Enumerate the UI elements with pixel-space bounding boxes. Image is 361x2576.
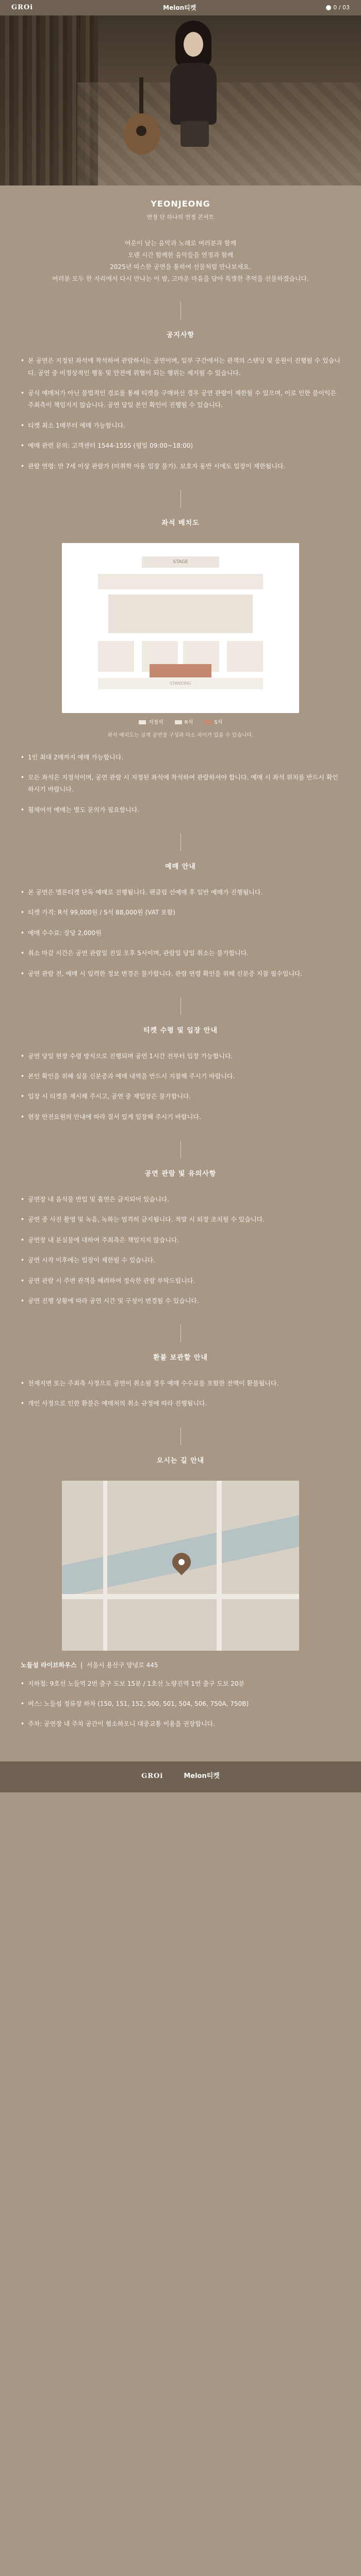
notice-item: • 본 공연은 지정된 좌석에 착석하여 관람하시는 공연이며, 일부 구간에서는 관객의 스탠딩 및 응원이 진행될 수 있습니다. 공연 중 비정상적인 행동 및 안전에 위협이 되는 행위는 제지될 수 있습니다. xyxy=(21,355,340,379)
rules-item: • 공연 진행 상황에 따라 공연 시간 및 구성이 변경될 수 있습니다. xyxy=(21,1295,340,1307)
footer-bar xyxy=(0,1761,361,1792)
direction-item: • 지하철: 9호선 노들역 2번 출구 도보 15분 / 1호선 노량진역 1번 출구 도보 20분 xyxy=(21,1678,340,1690)
ticketing-item: • 공연 관람 전, 예매 시 입력한 정보 변경은 불가합니다. 관람 연령 확인을 위해 신분증 지참 필수입니다. xyxy=(21,968,340,980)
section-title: 공지사항 xyxy=(166,331,195,340)
entry-item: • 현장 안전요원의 안내에 따라 질서 있게 입장해 주시기 바랍니다. xyxy=(21,1111,340,1123)
seat-zone-highlight xyxy=(150,664,211,677)
notice-item: • 공식 예매처가 아닌 불법적인 경로를 통해 티켓을 구매하신 경우 공연 관람이 제한될 수 있으며, 이로 인한 불이익은 주최측이 책임지지 않습니다. 공연 당일 본인 확인이 진행될 수 있습니다. xyxy=(21,387,340,412)
hero-image xyxy=(0,15,361,185)
entry-section xyxy=(0,997,361,1123)
page-counter xyxy=(326,3,350,12)
stage-label: STAGE xyxy=(142,556,219,568)
refund-section xyxy=(0,1325,361,1410)
artist-photo xyxy=(170,21,217,149)
seat-note: 좌석 배치도는 실제 공연장 구성과 다소 차이가 있을 수 있습니다. xyxy=(107,733,254,739)
guitar-icon xyxy=(124,77,160,155)
ticketing-item: • 예매 수수료: 장당 2,000원 xyxy=(21,927,340,939)
notice-item: • 관람 연령: 만 7세 이상 관람가 (미취학 아동 입장 불가). 보호자 동반 시에도 입장이 제한됩니다. xyxy=(21,461,340,472)
ticketing-item: • 티켓 가격: R석 99,000원 / S석 88,000원 (VAT 포함) xyxy=(21,907,340,919)
page-counter-text: 0 / 03 xyxy=(333,4,350,11)
refund-item: • 개인 사정으로 인한 환불은 예매처의 취소 규정에 따라 진행됩니다. xyxy=(21,1398,340,1410)
seat-zone xyxy=(108,595,253,633)
circle-icon xyxy=(326,5,331,10)
ticketing-item: • 취소 마감 시간은 공연 관람일 전일 오후 5시이며, 관람일 당일 취소는 불가합니다. xyxy=(21,947,340,959)
section-title: 오시는 길 안내 xyxy=(156,1456,205,1465)
seating-section xyxy=(0,490,361,816)
venue-name: 노들섬 라이브하우스 xyxy=(21,1661,77,1669)
ticketing-item: • 본 공연은 멜론티켓 단독 예매로 진행됩니다. 팬클럽 선예매 후 일반 예매가 진행됩니다. xyxy=(21,887,340,899)
address-text: 서울시 용산구 양녕로 445 xyxy=(86,1661,158,1669)
seat-zone xyxy=(98,574,263,589)
groi-logo[interactable]: GROi xyxy=(11,3,34,11)
direction-item: • 버스: 노들섬 정류장 하차 (150, 151, 152, 500, 501, 504, 506, 750A, 750B) xyxy=(21,1698,340,1710)
legend-item: 지정석 xyxy=(139,718,163,727)
rules-item: • 공연 시작 이후에는 입장이 제한될 수 있습니다. xyxy=(21,1255,340,1266)
venue-map[interactable] xyxy=(62,1481,299,1651)
seat-zone xyxy=(98,641,134,672)
entry-item: • 본인 확인을 위해 실물 신분증과 예매 내역을 반드시 지참해 주시기 바랍니다. xyxy=(21,1071,340,1082)
seat-legend xyxy=(21,718,340,727)
notice-section xyxy=(0,302,361,472)
location-section xyxy=(0,1428,361,1731)
refund-item: • 천재지변 또는 주최측 사정으로 공연이 취소될 경우 예매 수수료를 포함한 전액이 환불됩니다. xyxy=(21,1378,340,1389)
concert-title xyxy=(0,185,361,222)
melon-ticket-brand[interactable]: Melon티켓 xyxy=(163,4,196,11)
standing-label: STANDING xyxy=(98,678,263,689)
rules-item: • 공연장 내 음식물 반입 및 흡연은 금지되어 있습니다. xyxy=(21,1194,340,1206)
seating-item: • 모든 좌석은 지정석이며, 공연 관람 시 지정된 좌석에 착석하여 관람하셔야 합니다. 예매 시 좌석 위치를 반드시 확인하시기 바랍니다. xyxy=(21,772,340,796)
intro-line: 오랜 시간 함께한 음악들을 연정과 함께 xyxy=(127,251,234,259)
intro-line: 2025년 따스한 공연을 통하여 선물처럼 만나보세요. xyxy=(110,263,251,270)
rules-item: • 공연 관람 시 주변 관객을 배려하여 정숙한 관람 부탁드립니다. xyxy=(21,1275,340,1287)
rules-item: • 공연장 내 분실물에 대하여 주최측은 책임지지 않습니다. xyxy=(21,1234,340,1246)
top-bar xyxy=(0,0,361,15)
notice-item: • 티켓 최소 1매부터 예매 가능합니다. xyxy=(21,420,340,432)
pavement-background xyxy=(77,82,361,185)
section-title: 티켓 수령 및 입장 안내 xyxy=(143,1026,218,1035)
map-road xyxy=(62,1594,299,1599)
section-divider xyxy=(180,834,181,851)
seating-item: • 휠체어석 예매는 별도 문의가 필요합니다. xyxy=(21,804,340,816)
map-road xyxy=(103,1481,107,1651)
intro-line: 여운이 남는 음악과 노래로 여러분과 함께 xyxy=(124,240,237,247)
section-divider xyxy=(180,490,181,507)
section-title: 공연 관람 및 유의사항 xyxy=(144,1170,217,1178)
seat-map xyxy=(62,543,299,713)
rules-item: • 공연 중 사진 촬영 및 녹음, 녹화는 엄격히 금지됩니다. 적발 시 퇴장 조치될 수 있습니다. xyxy=(21,1214,340,1226)
section-divider xyxy=(180,1428,181,1445)
map-road xyxy=(217,1481,222,1651)
section-title: 환불 보관할 안내 xyxy=(153,1354,208,1362)
legend-item: R석 xyxy=(175,718,193,727)
direction-item: • 주차: 공연장 내 주차 공간이 협소하오니 대중교통 이용을 권장합니다. xyxy=(21,1718,340,1730)
section-divider xyxy=(180,1325,181,1342)
intro-text xyxy=(0,222,361,284)
concert-subtitle: 연정 단 하나의 연정 콘서트 xyxy=(146,214,215,221)
section-title: 예매 안내 xyxy=(165,863,196,871)
entry-item: • 입장 시 티켓을 제시해 주시고, 공연 중 재입장은 불가합니다. xyxy=(21,1091,340,1103)
melon-ticket-brand[interactable]: Melon티켓 xyxy=(184,1772,220,1781)
seat-zone xyxy=(227,641,263,672)
intro-line: 여러분 모두 한 자리에서 다시 만나는 이 밤, 고마운 마음을 담아 특별한 추억을 선물하겠습니다. xyxy=(52,275,309,282)
section-title: 좌석 배치도 xyxy=(161,519,200,527)
section-divider xyxy=(180,1141,181,1158)
entry-item: • 공연 당일 현장 수령 방식으로 진행되며 공연 1시간 전부터 입장 가능합니다. xyxy=(21,1050,340,1062)
section-divider xyxy=(180,302,181,319)
section-divider xyxy=(180,997,181,1015)
artist-name: YEONJEONG xyxy=(151,199,210,209)
groi-logo[interactable]: GROi xyxy=(141,1772,163,1781)
rules-section xyxy=(0,1141,361,1307)
seating-item: • 1인 최대 2매까지 예매 가능합니다. xyxy=(21,752,340,764)
notice-item: • 예매 관련 문의: 고객센터 1544-1555 (평일 09:00~18:00) xyxy=(21,440,340,452)
venue-address: 노들섬 라이브하우스 | 서울시 용산구 양녕로 445 xyxy=(21,1661,158,1669)
ticketing-section xyxy=(0,834,361,980)
legend-item: S석 xyxy=(204,718,222,727)
